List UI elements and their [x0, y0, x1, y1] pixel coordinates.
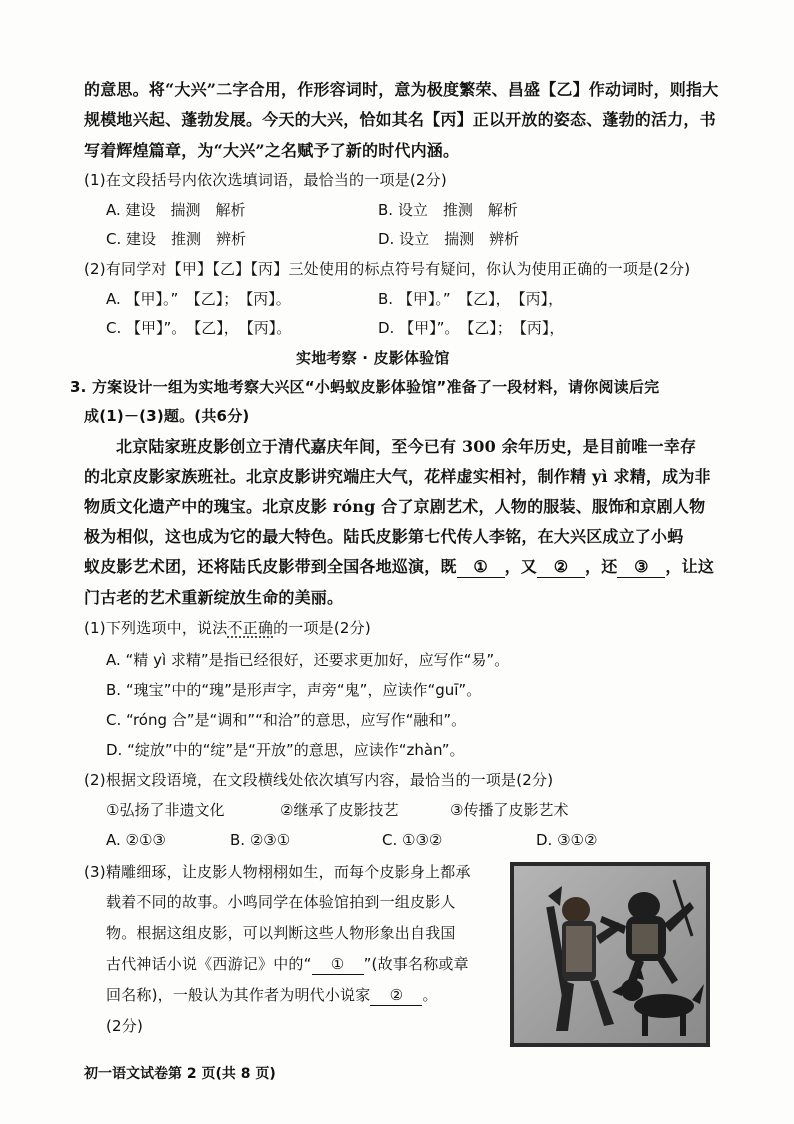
passage-text: ，又 — [504, 557, 538, 576]
passage-text: ，让这 — [665, 557, 715, 576]
page-footer: 初一语文试卷第 2 页(共 8 页) — [84, 1066, 276, 1082]
option-c: C. ①③② — [382, 831, 443, 849]
answer-blank-2[interactable]: ② — [370, 985, 422, 1006]
question-heading: 3. 方案设计一组为实地考察大兴区“小蚂蚁皮影体验馆”准备了一段材料，请你阅读后完 — [70, 378, 660, 396]
option-a: A. 【甲】。” 【乙】； 【丙】。 — [106, 290, 291, 308]
passage-line: 极为相似，这也成为它的最大特色。陆氏皮影第七代传人李铭，在大兴区成立了小蚂 — [84, 527, 684, 546]
option-b: B. ②③① — [230, 831, 291, 849]
text: 回名称)，一般认为其作者为明代小说家 — [106, 986, 371, 1004]
paragraph-line: 的意思。将“大兴”二字合用，作形容词时，意为极度繁荣、昌盛【乙】作动词时，则指大 — [84, 80, 719, 99]
option-d: D. 设立 揣测 辨析 — [378, 230, 520, 248]
answer-blank-2[interactable]: ② — [537, 557, 585, 578]
score-note: (2分) — [106, 1017, 144, 1035]
choice-item-1: ①弘扬了非遗文化 — [106, 801, 225, 819]
choice-item-3: ③传播了皮影艺术 — [450, 801, 569, 819]
option-a: A. “精 yì 求精”是指已经很好，还要求更加好，应写作“易”。 — [106, 651, 510, 669]
section-title: 实地考察 · 皮影体验馆 — [296, 349, 450, 367]
option-c: C. 建设 推测 辨析 — [106, 230, 247, 248]
question-text-line: 物。根据这组皮影，可以判断这些人物形象出自我国 — [106, 924, 456, 942]
question-stem: (2)根据文段语境，在文段横线处依次填写内容，最恰当的一项是(2分) — [84, 771, 554, 789]
question-heading: 成(1)－(3)题。(共6分) — [84, 407, 250, 425]
text: 古代神话小说《西游记》中的“ — [106, 955, 312, 973]
passage-line: 北京陆家班皮影创立于清代嘉庆年间，至今已有 300 余年历史，是目前唯一幸存 — [116, 437, 697, 456]
option-d: D. 【甲】”。 【乙】； 【丙】， — [378, 319, 565, 337]
option-d: D. ③①② — [536, 831, 598, 849]
shadow-puppet-photo — [510, 862, 710, 1047]
text: 。 — [422, 986, 438, 1004]
passage-text: ，还 — [585, 557, 618, 576]
option-b: B. “瑰宝”中的“瑰”是形声字，声旁“鬼”，应读作“guī”。 — [106, 681, 482, 699]
question-stem — [84, 618, 371, 638]
paragraph-line: 规模地兴起、蓬勃发展。今天的大兴，恰如其名【丙】正以开放的姿态、蓬勃的活力，书 — [84, 110, 716, 129]
question-text-line: 载着不同的故事。小鸣同学在体验馆拍到一组皮影人 — [106, 893, 456, 911]
question-stem: (2)有同学对【甲】【乙】【丙】三处使用的标点符号有疑问，你认为使用正确的一项是(2分) — [84, 260, 691, 278]
option-a: A. ②①③ — [106, 831, 166, 849]
choice-item-2: ②继承了皮影技艺 — [280, 801, 399, 819]
shadow-puppet-illustration — [514, 866, 706, 1043]
option-b: B. 设立 推测 解析 — [378, 201, 518, 219]
passage-line: 物质文化遗产中的瑰宝。北京皮影 róng 合了京剧艺术，人物的服装、服饰和京剧人物 — [84, 497, 706, 516]
option-d: D. “绽放”中的“绽”是“开放”的意思，应读作“zhàn”。 — [106, 741, 465, 759]
stem-text: (1)下列选项中，说法 — [84, 619, 228, 637]
option-a: A. 建设 揣测 解析 — [106, 201, 246, 219]
passage-line — [84, 557, 714, 578]
question-stem: (1)在文段括号内依次选填词语，最恰当的一项是(2分) — [84, 171, 447, 189]
passage-text: 蚁皮影艺术团，还将陆氏皮影带到全国各地巡演，既 — [84, 557, 457, 576]
answer-blank-1[interactable]: ① — [312, 954, 364, 975]
question-text-line — [106, 985, 438, 1006]
answer-blank-1[interactable]: ① — [457, 557, 505, 578]
emphasis-text: 不正确 — [227, 619, 274, 637]
question-text-line: (3)精雕细琢，让皮影人物栩栩如生，而每个皮影身上都承 — [84, 863, 471, 881]
option-c: C. “róng 合”是“调和”“和洽”的意思，应写作“融和”。 — [106, 711, 467, 729]
answer-blank-3[interactable]: ③ — [617, 557, 665, 578]
stem-text: 的一项是(2分) — [273, 619, 371, 637]
option-b: B. 【甲】。” 【乙】， 【丙】， — [378, 290, 564, 308]
passage-line: 的北京皮影家族班社。北京皮影讲究端庄大气，花样虚实相衬，制作精 yì 求精，成为非 — [84, 467, 711, 486]
paragraph-line: 写着辉煌篇章，为“大兴”之名赋予了新的时代内涵。 — [84, 141, 460, 160]
text: ”(故事名称或章 — [363, 955, 469, 973]
question-text-line — [106, 954, 469, 975]
passage-line: 门古老的艺术重新绽放生命的美丽。 — [84, 588, 344, 607]
option-c: C. 【甲】”。 【乙】， 【丙】。 — [106, 319, 292, 337]
